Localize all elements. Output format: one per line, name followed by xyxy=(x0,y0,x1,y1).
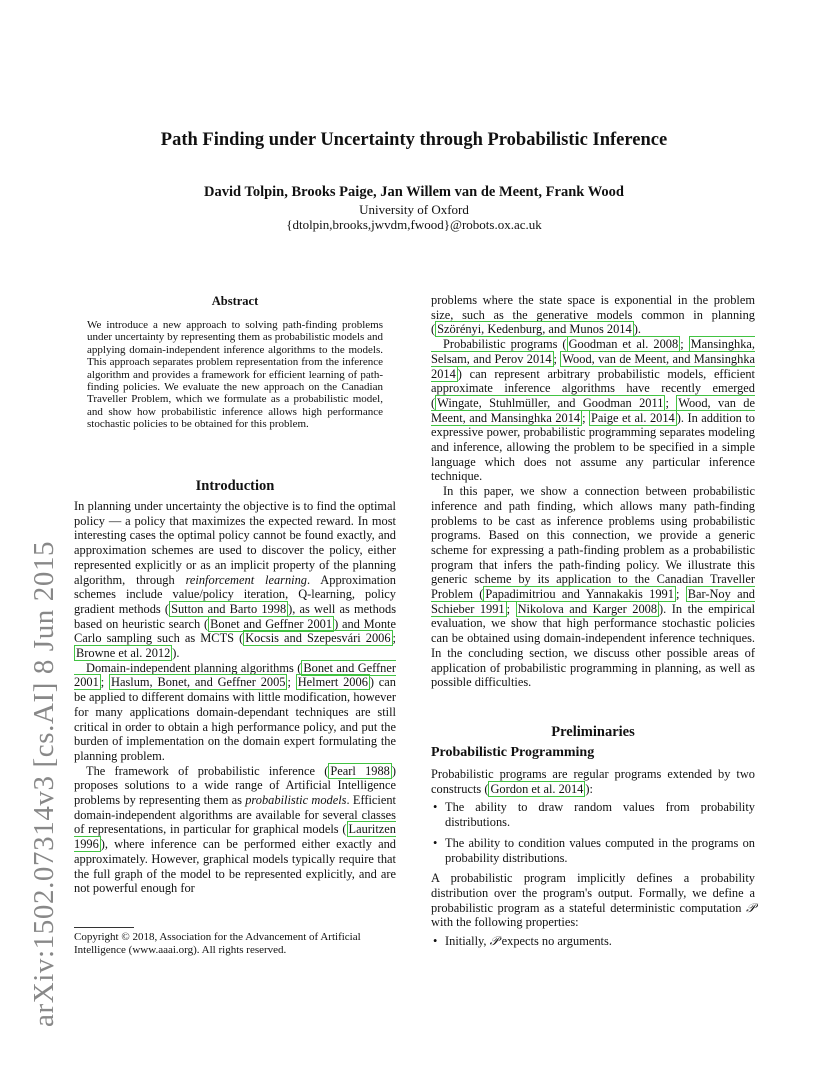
citation-link[interactable]: Bonet and Geffner 2001 xyxy=(74,660,396,690)
citation-link[interactable]: Browne et al. 2012 xyxy=(76,646,171,661)
citation-link[interactable]: Sutton and Barto 1998 xyxy=(171,601,287,616)
citation-link[interactable]: Gordon et al. 2014 xyxy=(490,781,584,796)
right-column-body xyxy=(431,293,755,690)
citation-link[interactable]: Helmert 2006 xyxy=(297,675,368,690)
introduction-heading: Introduction xyxy=(195,478,275,494)
citation-link[interactable]: Paige et al. 2014 xyxy=(591,410,675,425)
citation-link[interactable]: Wood, van de Meent, and Mansinghka 2014 xyxy=(431,395,755,425)
continued-paragraph: problems where the state space is exponential in the problem size, such as the generative models common in planning ( Szörényi, Kedenburg, and Munos 2014 ). xyxy=(431,293,755,337)
citation-link[interactable]: Kocsis and Szepesvári 2006 xyxy=(245,631,391,646)
citation-link[interactable]: Lauritzen 1996 xyxy=(74,822,396,852)
paper-title: Path Finding under Uncertainty through Probabilistic Inference xyxy=(160,130,668,150)
list-item: • The ability to draw random values from probability distributions. xyxy=(433,800,755,830)
author-list: David Tolpin, Brooks Paige, Jan Willem van de Meent, Frank Wood xyxy=(204,184,624,200)
probabilistic-programming-heading: Probabilistic Programming xyxy=(431,745,595,760)
list-item: • The ability to condition values computed in the programs on probability distributions. xyxy=(433,835,755,865)
citation-link[interactable]: Wingate, Stuhlmüller, and Goodman 2011 xyxy=(437,395,664,410)
citation-link[interactable]: Papadimitriou and Yannakakis 1991 xyxy=(485,587,674,602)
citation-link[interactable]: Pearl 1988 xyxy=(330,763,390,778)
citation-link[interactable]: Goodman et al. 2008 xyxy=(568,337,679,352)
constructs-list xyxy=(431,800,755,865)
citation-link[interactable]: Wood, van de Meent, and Mansinghka 2014 xyxy=(431,351,756,381)
constructs-intro: Probabilistic programs are regular programs extended by two constructs ( Gordon et al. 2014 ): xyxy=(431,767,755,796)
list-item: • Initially, 𝒫 expects no arguments. xyxy=(433,934,612,949)
copyright-notice: Copyright © 2018, Association for the Advancement of Artificial Intelligence (www.aaai.org). All rights reserved. xyxy=(74,931,361,956)
abstract-text: We introduce a new approach to solving path-finding problems under uncertainty by representing them as probabilistic models and applying domain-independent inference algorithms to the models. This approach separates problem representation from the inference algorithm and provides a framework for efficient learning of path-finding policies. We evaluate the new approach on the Canadian Traveller Problem, which we formulate as a probabilistic model, and show how probabilistic inference allows high performance stochastic policies to be obtained for this problem. xyxy=(87,319,383,431)
author-emails: {dtolpin,brooks,jwvdm,fwood}@robots.ox.ac.uk xyxy=(286,217,542,232)
properties-list xyxy=(431,934,755,949)
intro-paragraph-2: Domain-independent planning algorithms ( Bonet and Geffner 2001 ; Haslum, Bonet, and Geffner 2005 ; Helmert 2006 ) can be applied to different domains with little modification, however for many applications domain-dependant techniques are still critical in order to obtain a high performance policy, and put the burden of implementation on the domain expert formulating the planning problem. xyxy=(74,660,396,763)
citation-link[interactable]: Bonet and Geffner 2001 xyxy=(210,616,333,631)
arxiv-identifier: arXiv:1502.07314v3 [cs.AI] 8 Jun 2015 xyxy=(28,540,60,1027)
citation-link[interactable]: Nikolova and Karger 2008 xyxy=(517,601,658,616)
preliminaries-heading: Preliminaries xyxy=(551,724,635,740)
affiliation: University of Oxford xyxy=(359,202,469,217)
preliminaries-body xyxy=(431,767,755,955)
footnote-rule xyxy=(74,927,134,928)
probprog-paragraph: Probabilistic programs ( Goodman et al. 2008 ; Mansinghka, Selsam, and Perov 2014 ; Wood, van de Meent, and Mansinghka 2014 ) can represent arbitrary probabilistic models, efficient approximate inference algorithms have recently emerged ( Wingate, Stuhlmüller, and Goodman 2011 ; Wood, van de Meent, and Mansinghka 2014 ; Paige et al. 2014 ). In addition to expressive power, probabilistic programming separates modeling and inference, allowing the problem to be specified in a simple language which does not assume any particular inference technique. xyxy=(431,337,756,484)
definition-paragraph: A probabilistic program implicitly defines a probability distribution over the program's output. Formally, we define a probabilistic program as a stateful deterministic computation 𝒫 with the following properties: xyxy=(431,871,755,930)
abstract-heading: Abstract xyxy=(211,294,259,308)
citation-link[interactable]: Haslum, Bonet, and Geffner 2005 xyxy=(111,675,286,690)
introduction-body xyxy=(74,499,396,896)
intro-paragraph-3: The framework of probabilistic inference ( Pearl 1988 ) proposes solutions to a wide range of Artificial Intelligence problems by representing them as probabilistic models. Efficient domain-independent algorithms are available for several classes of representations, in particular for graphical models ( Lauritzen 1996 ), where inference can be performed either exactly and approximately. However, graphical models typically require that the full graph of the model to be represented explicitly, and are not powerful enough for xyxy=(74,763,396,896)
contribution-paragraph: In this paper, we show a connection between probabilistic inference and path finding, which allows many path-finding problems to be cast as inference problems using probabilistic programs. Based on this connection, we provide a generic scheme for expressing a path-finding problem as a probabilistic program that infers the path-finding policy. We illustrate this generic scheme by its application to the Canadian Traveller Problem ( Papadimitriou and Yannakakis 1991 ; Bar-Noy and Schieber 1991 ; Nikolova and Karger 2008 ). In the empirical evaluation, we show that high performance stochastic policies can be obtained using domain-independent inference techniques. In the concluding section, we discuss other possible areas of application of probabilistic programming in planning, as well as possible difficulties. xyxy=(431,484,756,690)
intro-paragraph-1: In planning under uncertainty the objective is to find the optimal policy — a policy that maximizes the expected reward. In most interesting cases the optimal policy cannot be found exactly, and approximation schemes are used to discover the policy, either represented explicitly or as an implicit property of the planning algorithm, through reinforcement learning. Approximation schemes include value/policy iteration, Q-learning, policy gradient methods ( Sutton and Barto 1998 ), as well as methods based on heuristic search ( Bonet and Geffner 2001 ) and Monte Carlo sampling such as MCTS ( Kocsis and Szepesvári 2006 ; Browne et al. 2012 ). xyxy=(74,499,397,661)
citation-link[interactable]: Mansinghka, Selsam, and Perov 2014 xyxy=(431,337,755,366)
citation-link[interactable]: Szörényi, Kedenburg, and Munos 2014 xyxy=(437,322,632,337)
citation-link[interactable]: Bar-Noy and Schieber 1991 xyxy=(431,587,755,616)
